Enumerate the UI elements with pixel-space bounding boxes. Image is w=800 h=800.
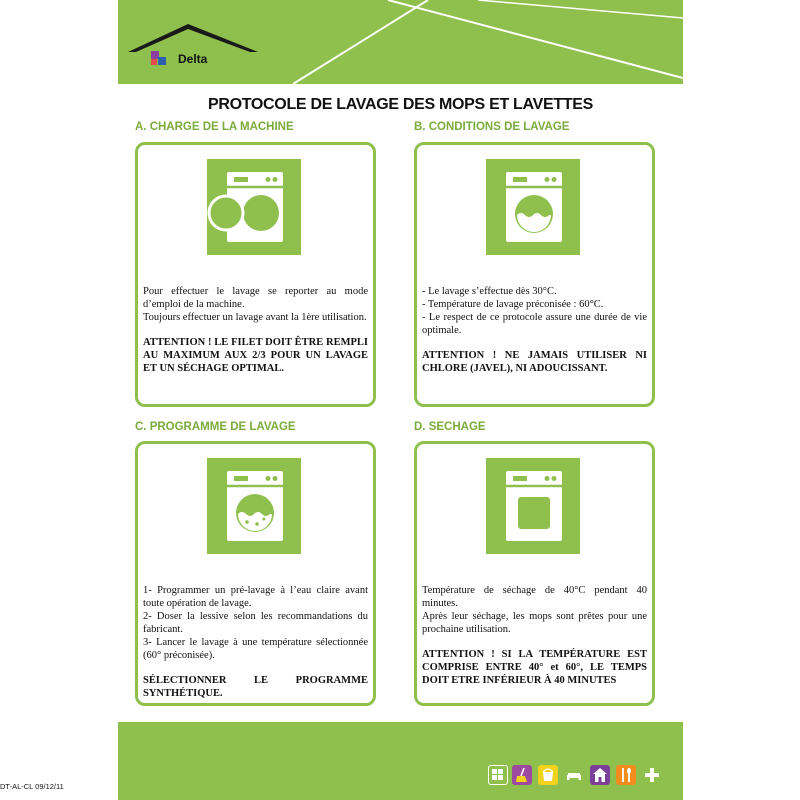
bucket-icon — [538, 765, 558, 785]
section-a-warning: ATTENTION ! LE FILET DOIT ÊTRE REMPLI AU MAXIMUM AUX 2/3 POUR UN LAVAGE ET UN SÉCHAGE OPTIMAL. — [143, 337, 368, 374]
section-a-text — [143, 285, 368, 375]
section-d-card — [414, 441, 655, 706]
section-d-warning: ATTENTION ! SI LA TEMPÉRATURE EST COMPRISE ENTRE 40° et 60°, LE TEMPS DOIT ETRE INFÉRIEUR À 40 MINUTES — [422, 649, 647, 686]
section-b-text — [422, 285, 647, 375]
sofa-icon — [564, 765, 584, 785]
section-c-paragraph: 2- Doser la lessive selon les recommandations du fabricant. — [143, 611, 368, 635]
section-c-text — [143, 584, 368, 700]
section-a-paragraph: Pour effectuer le lavage se reporter au mode d’emploi de la machine. — [143, 286, 368, 310]
document-reference: DT-AL-CL 09/12/11 — [0, 782, 64, 791]
footer-banner — [118, 722, 683, 800]
washing-machine-loading-icon — [207, 159, 301, 255]
section-c-paragraph: 1- Programmer un pré-lavage à l’eau claire avant toute opération de lavage. — [143, 585, 368, 609]
house-icon — [590, 765, 610, 785]
poster — [118, 0, 683, 800]
section-c-paragraph: 3- Lancer le lavage à une température sélectionnée (60° préconisée). — [143, 637, 368, 661]
cutlery-icon — [616, 765, 636, 785]
washing-machine-wash-icon — [207, 458, 301, 554]
section-d-paragraph: Température de séchage de 40°C pendant 40 minutes. — [422, 585, 647, 609]
section-d-text — [422, 584, 647, 687]
section-b-heading: B. CONDITIONS DE LAVAGE — [414, 121, 570, 133]
section-b-paragraph: - Le respect de ce protocole assure une durée de vie optimale. — [422, 312, 647, 336]
window-icon — [488, 765, 508, 785]
logo-text: Delta — [178, 52, 208, 66]
page-title: PROTOCOLE DE LAVAGE DES MOPS ET LAVETTES — [207, 96, 594, 113]
dryer-icon — [486, 458, 580, 554]
section-d-paragraph: Après leur séchage, les mops sont prêtes pour une prochaine utilisation. — [422, 611, 647, 635]
section-a-heading: A. CHARGE DE LA MACHINE — [135, 121, 294, 133]
section-c-card — [135, 441, 376, 706]
section-b-paragraph: - Le lavage s’effectue dès 30°C. — [422, 286, 557, 297]
section-c-warning: SÉLECTIONNER LE PROGRAMME SYNTHÉTIQUE. — [143, 675, 368, 699]
section-b-warning: ATTENTION ! NE JAMAIS UTILISER NI CHLORE (JAVEL), NI ADOUCISSANT. — [422, 350, 647, 374]
washing-machine-water-icon — [486, 159, 580, 255]
header-banner — [118, 0, 683, 84]
section-b-card — [414, 142, 655, 407]
medical-cross-icon — [642, 765, 662, 785]
section-a-card — [135, 142, 376, 407]
header-decoration — [118, 0, 683, 84]
section-c-heading: C. PROGRAMME DE LAVAGE — [135, 421, 296, 433]
section-d-heading: D. SECHAGE — [414, 421, 486, 433]
section-b-paragraph: - Température de lavage préconisée : 60°C. — [422, 299, 604, 310]
section-a-paragraph: Toujours effectuer un lavage avant la 1ère utilisation. — [143, 312, 367, 323]
broom-icon — [512, 765, 532, 785]
